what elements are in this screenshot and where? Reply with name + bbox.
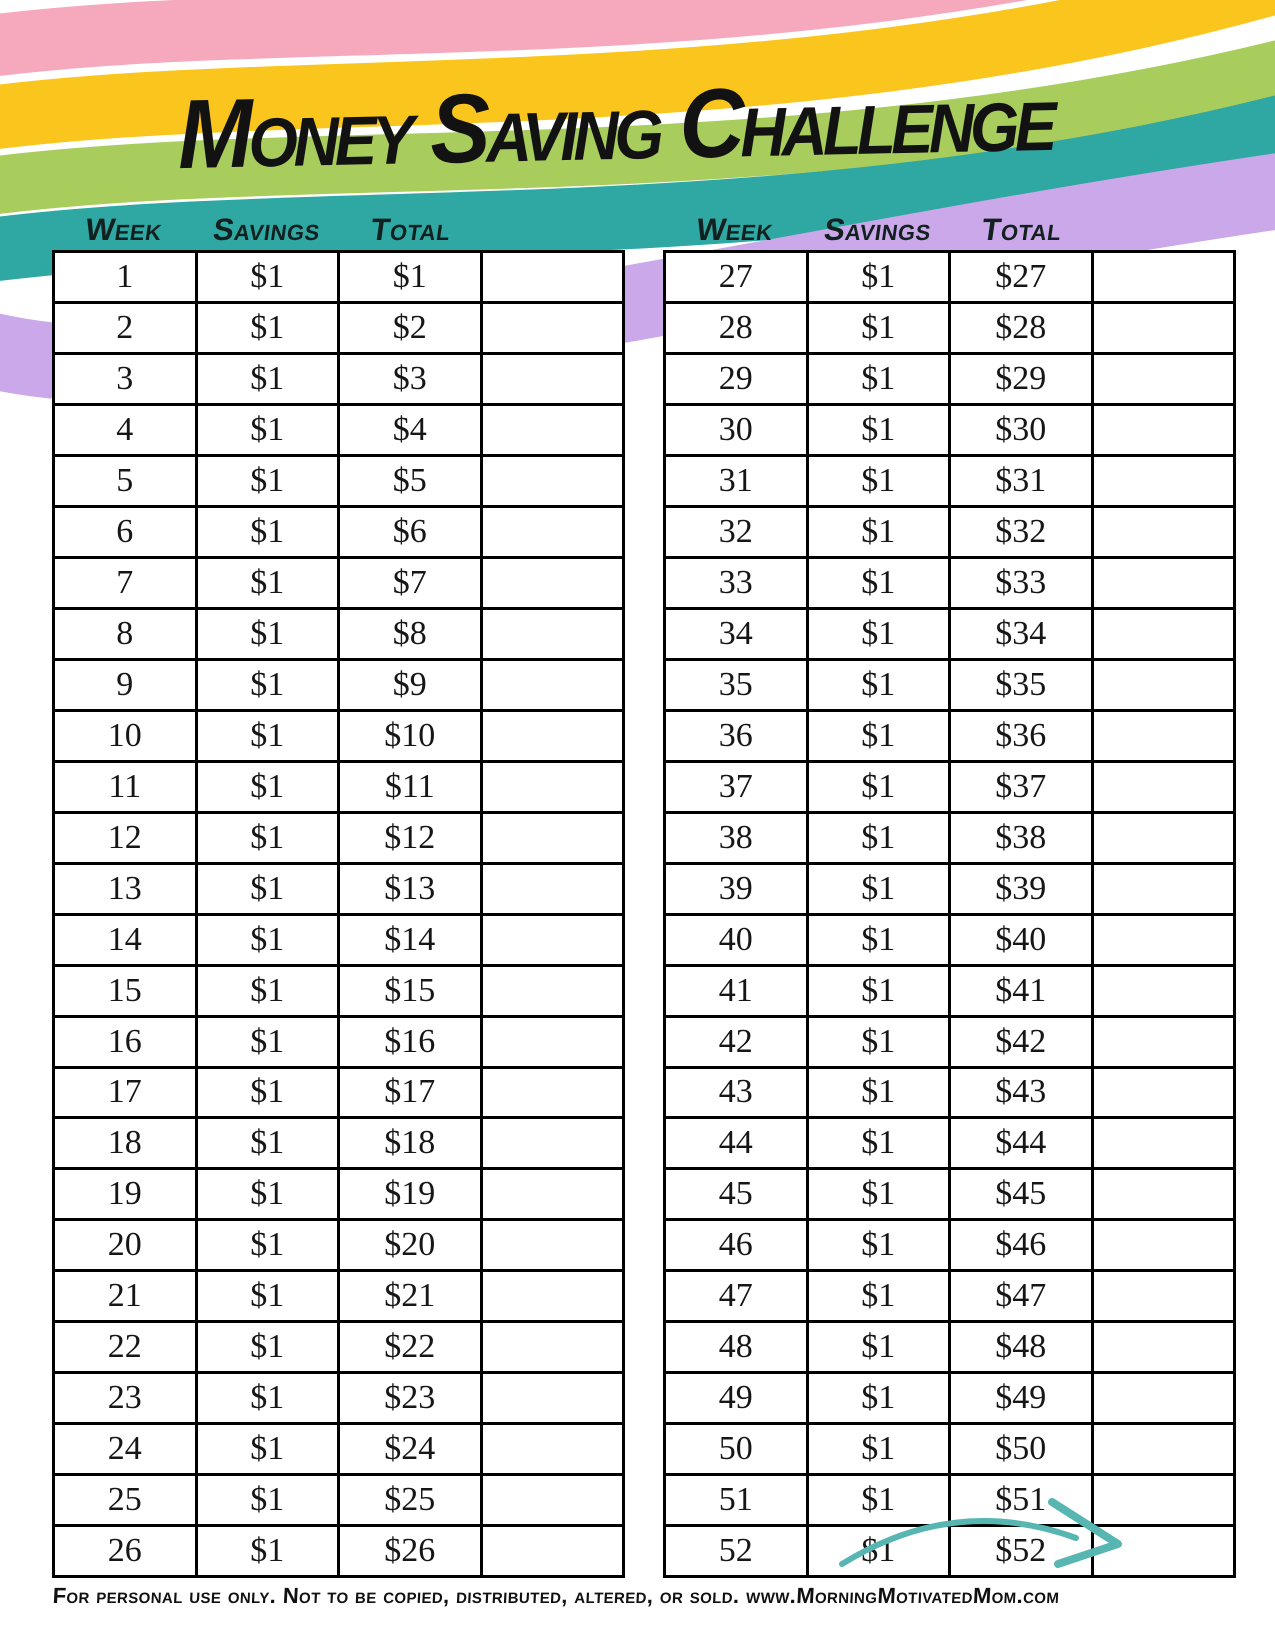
- page-title: Money Saving Challenge: [176, 60, 1054, 190]
- table-row: [55, 814, 622, 865]
- savings-cell: $1: [198, 661, 341, 709]
- week-cell: 27: [666, 253, 809, 301]
- savings-cell: $1: [198, 1221, 341, 1269]
- week-cell: 52: [666, 1527, 809, 1575]
- blank-cell: [1094, 661, 1234, 709]
- savings-cell: $1: [198, 1069, 341, 1117]
- blank-cell: [1094, 559, 1234, 607]
- table-row: [666, 1221, 1233, 1272]
- week-cell: 4: [55, 406, 198, 454]
- blank-cell: [483, 1221, 623, 1269]
- table-row: [55, 763, 622, 814]
- blank-cell: [1094, 814, 1234, 862]
- savings-cell: $1: [198, 355, 341, 403]
- table-row: [55, 1374, 622, 1425]
- week-cell: 14: [55, 916, 198, 964]
- savings-cell: $1: [198, 916, 341, 964]
- total-cell: $6: [340, 508, 483, 556]
- blank-cell: [483, 712, 623, 760]
- savings-cell: $1: [198, 1272, 341, 1320]
- week-cell: 50: [666, 1425, 809, 1473]
- blank-cell: [483, 457, 623, 505]
- savings-cell: $1: [198, 967, 341, 1015]
- table-row: [55, 1170, 622, 1221]
- savings-cell: $1: [809, 508, 952, 556]
- week-cell: 20: [55, 1221, 198, 1269]
- total-cell: $7: [340, 559, 483, 607]
- savings-cell: $1: [809, 1069, 952, 1117]
- table-row: [55, 508, 622, 559]
- total-cell: $35: [951, 661, 1094, 709]
- total-cell: $46: [951, 1221, 1094, 1269]
- total-cell: $33: [951, 559, 1094, 607]
- table-row: [666, 559, 1233, 610]
- week-cell: 22: [55, 1323, 198, 1371]
- total-cell: $22: [340, 1323, 483, 1371]
- savings-cell: $1: [809, 1272, 952, 1320]
- savings-cell: $1: [198, 457, 341, 505]
- total-cell: $10: [340, 712, 483, 760]
- blank-cell: [483, 661, 623, 709]
- blank-cell: [483, 559, 623, 607]
- total-cell: $15: [340, 967, 483, 1015]
- blank-cell: [1094, 1323, 1234, 1371]
- total-cell: $45: [951, 1170, 1094, 1218]
- blank-cell: [1094, 1170, 1234, 1218]
- blank-cell: [1094, 457, 1234, 505]
- blank-cell: [483, 1527, 623, 1575]
- blank-cell: [1094, 1069, 1234, 1117]
- week-cell: 15: [55, 967, 198, 1015]
- week-cell: 28: [666, 304, 809, 352]
- blank-cell: [1094, 712, 1234, 760]
- savings-cell: $1: [809, 865, 952, 913]
- savings-table-weeks-27-52: [663, 250, 1236, 1578]
- savings-cell: $1: [809, 1119, 952, 1167]
- blank-cell: [483, 304, 623, 352]
- blank-cell: [483, 355, 623, 403]
- blank-cell: [483, 1374, 623, 1422]
- week-cell: 47: [666, 1272, 809, 1320]
- blank-cell: [1094, 355, 1234, 403]
- week-cell: 49: [666, 1374, 809, 1422]
- col-header-savings: Savings: [822, 212, 934, 247]
- week-cell: 9: [55, 661, 198, 709]
- col-header-week: Week: [83, 212, 165, 247]
- table-row: [666, 610, 1233, 661]
- blank-cell: [1094, 865, 1234, 913]
- blank-cell: [1094, 916, 1234, 964]
- savings-cell: $1: [809, 1170, 952, 1218]
- blank-cell: [483, 916, 623, 964]
- savings-cell: $1: [198, 1527, 341, 1575]
- blank-cell: [483, 1272, 623, 1320]
- table-row: [666, 1323, 1233, 1374]
- savings-cell: $1: [198, 712, 341, 760]
- week-cell: 36: [666, 712, 809, 760]
- week-cell: 29: [666, 355, 809, 403]
- total-cell: $5: [340, 457, 483, 505]
- week-cell: 12: [55, 814, 198, 862]
- blank-cell: [1094, 1425, 1234, 1473]
- total-cell: $38: [951, 814, 1094, 862]
- blank-cell: [1094, 406, 1234, 454]
- total-cell: $48: [951, 1323, 1094, 1371]
- total-cell: $34: [951, 610, 1094, 658]
- blank-cell: [483, 508, 623, 556]
- table-row: [55, 610, 622, 661]
- table-row: [666, 457, 1233, 508]
- savings-cell: $1: [198, 865, 341, 913]
- total-cell: $3: [340, 355, 483, 403]
- savings-cell: $1: [809, 763, 952, 811]
- savings-cell: $1: [198, 559, 341, 607]
- col-header-week: Week: [694, 212, 776, 247]
- table-row: [666, 763, 1233, 814]
- week-cell: 2: [55, 304, 198, 352]
- savings-cell: $1: [809, 1527, 952, 1575]
- week-cell: 7: [55, 559, 198, 607]
- table-row: [666, 1069, 1233, 1120]
- col-header-blank: [1093, 245, 1237, 248]
- savings-cell: $1: [198, 1018, 341, 1066]
- col-header-total: Total: [368, 212, 453, 247]
- table-row: [55, 304, 622, 355]
- total-cell: $9: [340, 661, 483, 709]
- savings-cell: $1: [198, 814, 341, 862]
- week-cell: 31: [666, 457, 809, 505]
- week-cell: 24: [55, 1425, 198, 1473]
- week-cell: 16: [55, 1018, 198, 1066]
- total-cell: $44: [951, 1119, 1094, 1167]
- blank-cell: [1094, 1018, 1234, 1066]
- total-cell: $12: [340, 814, 483, 862]
- table-row: [55, 253, 622, 304]
- table-row: [666, 661, 1233, 712]
- total-cell: $39: [951, 865, 1094, 913]
- week-cell: 3: [55, 355, 198, 403]
- table-row: [666, 253, 1233, 304]
- total-cell: $49: [951, 1374, 1094, 1422]
- table-row: [55, 457, 622, 508]
- savings-cell: $1: [809, 1221, 952, 1269]
- savings-table-weeks-1-26: [52, 250, 625, 1578]
- total-cell: $29: [951, 355, 1094, 403]
- blank-cell: [483, 763, 623, 811]
- total-cell: $47: [951, 1272, 1094, 1320]
- column-headers-right: [663, 202, 1236, 248]
- total-cell: $41: [951, 967, 1094, 1015]
- total-cell: $32: [951, 508, 1094, 556]
- total-cell: $11: [340, 763, 483, 811]
- savings-cell: $1: [198, 1119, 341, 1167]
- total-cell: $51: [951, 1476, 1094, 1524]
- total-cell: $30: [951, 406, 1094, 454]
- blank-cell: [1094, 610, 1234, 658]
- table-row: [55, 712, 622, 763]
- total-cell: $13: [340, 865, 483, 913]
- savings-cell: $1: [198, 1425, 341, 1473]
- week-cell: 48: [666, 1323, 809, 1371]
- week-cell: 5: [55, 457, 198, 505]
- week-cell: 40: [666, 916, 809, 964]
- table-row: [666, 1425, 1233, 1476]
- table-row: [55, 559, 622, 610]
- week-cell: 37: [666, 763, 809, 811]
- blank-cell: [1094, 1221, 1234, 1269]
- savings-cell: $1: [198, 304, 341, 352]
- table-row: [55, 1272, 622, 1323]
- blank-cell: [483, 1018, 623, 1066]
- table-row: [55, 1119, 622, 1170]
- savings-cell: $1: [198, 1374, 341, 1422]
- table-row: [55, 1476, 622, 1527]
- table-row: [55, 406, 622, 457]
- table-row: [55, 1527, 622, 1575]
- savings-cell: $1: [809, 1323, 952, 1371]
- blank-cell: [1094, 304, 1234, 352]
- week-cell: 21: [55, 1272, 198, 1320]
- blank-cell: [1094, 1272, 1234, 1320]
- table-row: [666, 304, 1233, 355]
- week-cell: 42: [666, 1018, 809, 1066]
- blank-cell: [483, 1425, 623, 1473]
- savings-cell: $1: [198, 406, 341, 454]
- week-cell: 11: [55, 763, 198, 811]
- savings-cell: $1: [809, 1374, 952, 1422]
- col-header-savings: Savings: [211, 212, 323, 247]
- savings-cell: $1: [198, 253, 341, 301]
- table-row: [666, 1272, 1233, 1323]
- savings-cell: $1: [809, 1476, 952, 1524]
- table-row: [666, 355, 1233, 406]
- table-row: [55, 1221, 622, 1272]
- week-cell: 45: [666, 1170, 809, 1218]
- table-row: [666, 865, 1233, 916]
- total-cell: $17: [340, 1069, 483, 1117]
- savings-cell: $1: [809, 916, 952, 964]
- table-row: [666, 916, 1233, 967]
- savings-cell: $1: [809, 253, 952, 301]
- total-cell: $18: [340, 1119, 483, 1167]
- savings-cell: $1: [198, 1323, 341, 1371]
- week-cell: 18: [55, 1119, 198, 1167]
- table-row: [55, 967, 622, 1018]
- total-cell: $24: [340, 1425, 483, 1473]
- savings-cell: $1: [809, 406, 952, 454]
- total-cell: $28: [951, 304, 1094, 352]
- total-cell: $1: [340, 253, 483, 301]
- total-cell: $19: [340, 1170, 483, 1218]
- table-row: [55, 1069, 622, 1120]
- week-cell: 23: [55, 1374, 198, 1422]
- week-cell: 19: [55, 1170, 198, 1218]
- table-row: [55, 355, 622, 406]
- week-cell: 38: [666, 814, 809, 862]
- blank-cell: [1094, 253, 1234, 301]
- total-cell: $2: [340, 304, 483, 352]
- savings-cell: $1: [809, 559, 952, 607]
- week-cell: 30: [666, 406, 809, 454]
- savings-cell: $1: [809, 355, 952, 403]
- total-cell: $21: [340, 1272, 483, 1320]
- total-cell: $52: [951, 1527, 1094, 1575]
- blank-cell: [483, 253, 623, 301]
- blank-cell: [483, 1069, 623, 1117]
- col-header-blank: [482, 245, 626, 248]
- table-row: [55, 1018, 622, 1069]
- total-cell: $8: [340, 610, 483, 658]
- savings-cell: $1: [198, 610, 341, 658]
- week-cell: 26: [55, 1527, 198, 1575]
- table-row: [55, 916, 622, 967]
- table-row: [666, 814, 1233, 865]
- week-cell: 46: [666, 1221, 809, 1269]
- savings-cell: $1: [809, 610, 952, 658]
- blank-cell: [1094, 1119, 1234, 1167]
- week-cell: 41: [666, 967, 809, 1015]
- blank-cell: [483, 1170, 623, 1218]
- blank-cell: [483, 610, 623, 658]
- table-row: [55, 865, 622, 916]
- week-cell: 44: [666, 1119, 809, 1167]
- total-cell: $25: [340, 1476, 483, 1524]
- total-cell: $27: [951, 253, 1094, 301]
- column-headers-left: [52, 202, 625, 248]
- week-cell: 34: [666, 610, 809, 658]
- table-row: [55, 661, 622, 712]
- table-row: [666, 1374, 1233, 1425]
- blank-cell: [483, 1119, 623, 1167]
- blank-cell: [1094, 1374, 1234, 1422]
- total-cell: $23: [340, 1374, 483, 1422]
- table-row: [666, 508, 1233, 559]
- savings-cell: $1: [198, 1476, 341, 1524]
- col-header-total: Total: [979, 212, 1064, 247]
- savings-cell: $1: [198, 1170, 341, 1218]
- savings-cell: $1: [198, 508, 341, 556]
- savings-cell: $1: [809, 661, 952, 709]
- week-cell: 10: [55, 712, 198, 760]
- table-row: [666, 712, 1233, 763]
- blank-cell: [483, 814, 623, 862]
- week-cell: 8: [55, 610, 198, 658]
- total-cell: $26: [340, 1527, 483, 1575]
- week-cell: 1: [55, 253, 198, 301]
- savings-cell: $1: [809, 712, 952, 760]
- savings-cell: $1: [809, 457, 952, 505]
- table-row: [666, 1018, 1233, 1069]
- week-cell: 43: [666, 1069, 809, 1117]
- footer-note: For personal use only. Not to be copied, distributed, altered, or sold. www.MorningMotivatedMom.com: [52, 1583, 1061, 1608]
- blank-cell: [1094, 763, 1234, 811]
- week-cell: 32: [666, 508, 809, 556]
- total-cell: $40: [951, 916, 1094, 964]
- table-row: [55, 1323, 622, 1374]
- table-row: [666, 1170, 1233, 1221]
- savings-cell: $1: [809, 304, 952, 352]
- total-cell: $16: [340, 1018, 483, 1066]
- blank-cell: [483, 406, 623, 454]
- week-cell: 6: [55, 508, 198, 556]
- total-cell: $4: [340, 406, 483, 454]
- week-cell: 35: [666, 661, 809, 709]
- week-cell: 17: [55, 1069, 198, 1117]
- table-row: [666, 967, 1233, 1018]
- blank-cell: [1094, 967, 1234, 1015]
- blank-cell: [483, 865, 623, 913]
- savings-cell: $1: [809, 967, 952, 1015]
- total-cell: $14: [340, 916, 483, 964]
- blank-cell: [483, 967, 623, 1015]
- blank-cell: [483, 1323, 623, 1371]
- week-cell: 51: [666, 1476, 809, 1524]
- curved-right-arrow-icon: [830, 1478, 1140, 1588]
- week-cell: 33: [666, 559, 809, 607]
- week-cell: 13: [55, 865, 198, 913]
- savings-cell: $1: [809, 1018, 952, 1066]
- total-cell: $20: [340, 1221, 483, 1269]
- total-cell: $37: [951, 763, 1094, 811]
- table-row: [666, 406, 1233, 457]
- blank-cell: [1094, 508, 1234, 556]
- week-cell: 39: [666, 865, 809, 913]
- total-cell: $36: [951, 712, 1094, 760]
- savings-cell: $1: [198, 763, 341, 811]
- total-cell: $43: [951, 1069, 1094, 1117]
- week-cell: 25: [55, 1476, 198, 1524]
- table-row: [55, 1425, 622, 1476]
- total-cell: $31: [951, 457, 1094, 505]
- savings-cell: $1: [809, 1425, 952, 1473]
- total-cell: $50: [951, 1425, 1094, 1473]
- blank-cell: [483, 1476, 623, 1524]
- table-row: [666, 1119, 1233, 1170]
- savings-cell: $1: [809, 814, 952, 862]
- total-cell: $42: [951, 1018, 1094, 1066]
